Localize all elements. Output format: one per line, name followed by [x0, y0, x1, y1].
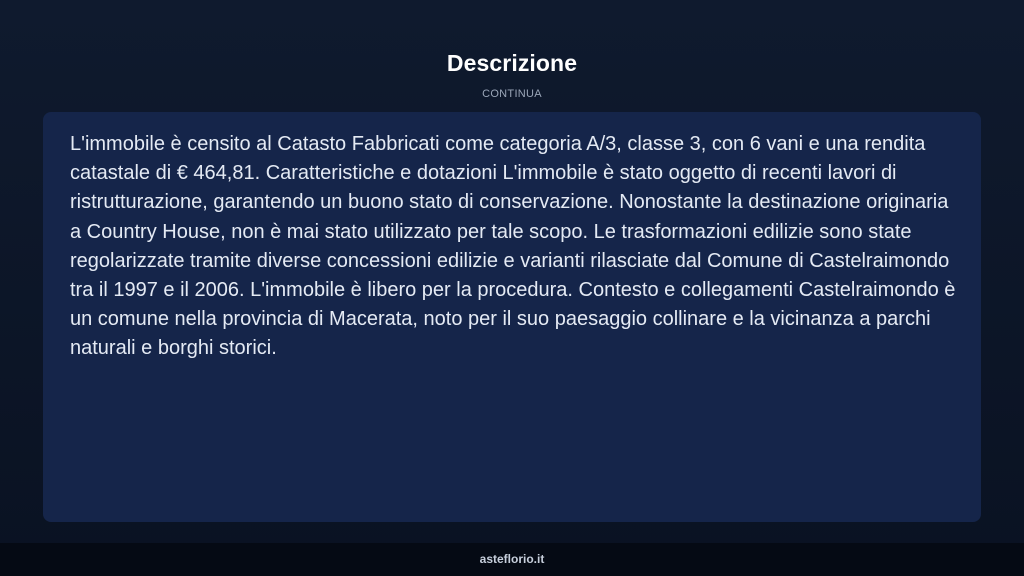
- page-header: [0, 48, 1024, 101]
- description-text: L'immobile è censito al Catasto Fabbricati come categoria A/3, classe 3, con 6 vani e una rendita catastale di € 464,81. Caratteristiche e dotazioni L'immobile è stato oggetto di recenti lavori di ristrutturazione, garantendo un buono stato di conservazione. Nonostante la destinazione originaria a Country House, non è mai stato utilizzato per tale scopo. Le trasformazioni edilizie sono state regolarizzate tramite diverse concessioni edilizie e varianti rilasciate dal Comune di Castelraimondo tra il 1997 e il 2006. L'immobile è libero per la procedura. Contesto e collegamenti Castelraimondo è un comune nella provincia di Macerata, noto per il suo paesaggio collinare e la vicinanza a parchi naturali e borghi storici.: [70, 133, 956, 360]
- page-title: Descrizione: [446, 50, 578, 76]
- description-card: [43, 112, 981, 522]
- site-name: asteflorio.it: [479, 552, 545, 566]
- continuation-label: CONTINUA: [482, 88, 542, 100]
- footer-bar: [0, 543, 1024, 576]
